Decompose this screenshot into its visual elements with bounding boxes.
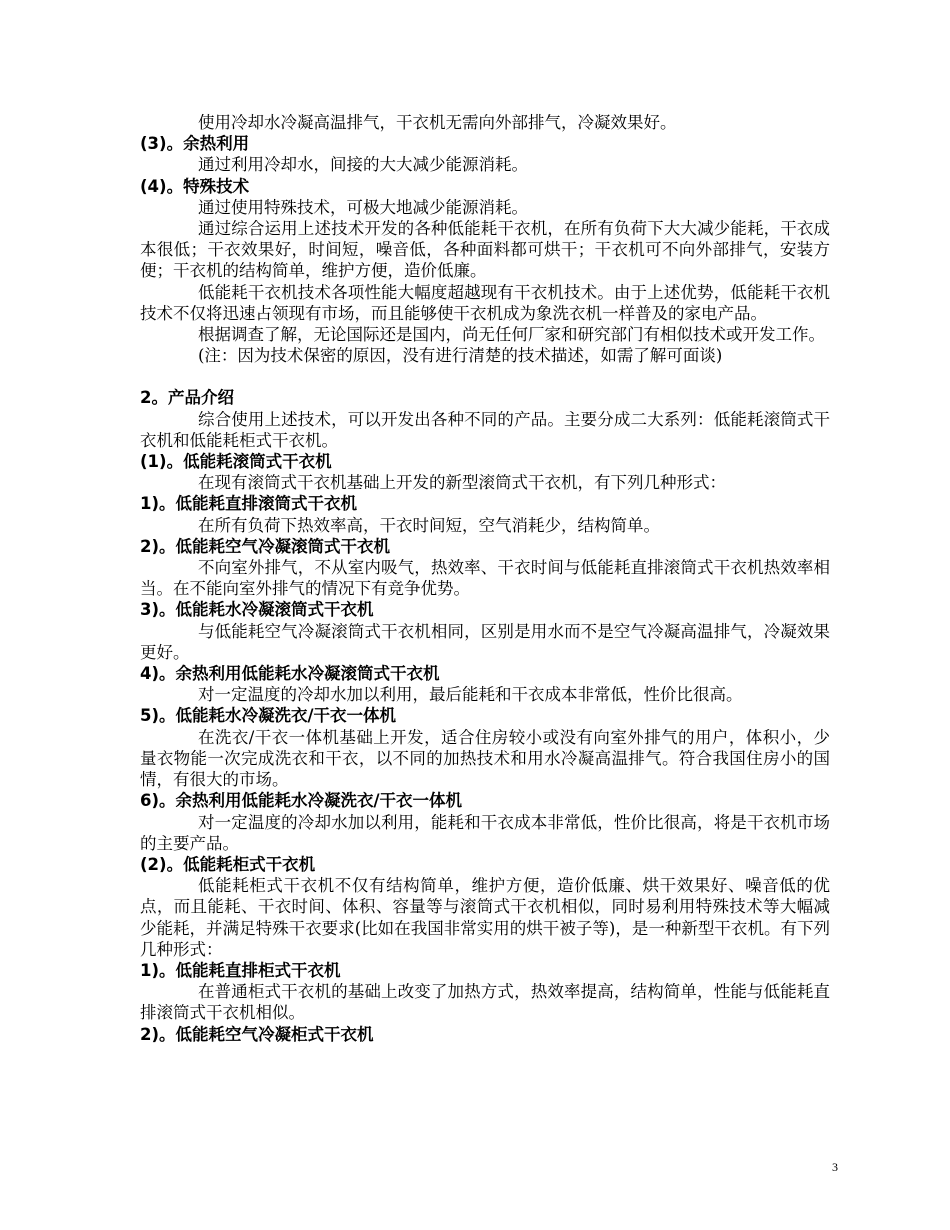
section-heading: (4)。特殊技术 bbox=[140, 176, 250, 196]
section-heading: 1)。低能耗直排柜式干衣机 bbox=[140, 960, 341, 980]
paragraph: 在普通柜式干衣机的基础上改变了加热方式，热效率提高，结构简单，性能与低能耗直排滚筒式干衣机相似。 bbox=[140, 982, 830, 1023]
text-line: (注：因为技术保密的原因，没有进行清楚的技术描述，如需了解可面谈) bbox=[198, 346, 723, 366]
section-heading: 3)。低能耗水冷凝滚筒式干衣机 bbox=[140, 600, 374, 620]
section-heading: 2)。低能耗空气冷凝滚筒式干衣机 bbox=[140, 536, 391, 556]
text-line: 在所有负荷下热效率高，干衣时间短，空气消耗少，结构简单。 bbox=[198, 515, 660, 535]
page-number: 3 bbox=[832, 1160, 838, 1174]
text-line: 通过使用特殊技术，可极大地减少能源消耗。 bbox=[198, 197, 528, 217]
paragraph: 低能耗干衣机技术各项性能大幅度超越现有干衣机技术。由于上述优势，低能耗干衣机技术不仅将迅速占领现有市场，而且能够使干衣机成为象洗衣机一样普及的家电产品。 bbox=[140, 282, 830, 323]
paragraph: 与低能耗空气冷凝滚筒式干衣机相同，区别是用水而不是空气冷凝高温排气，冷凝效果更好。 bbox=[140, 621, 830, 662]
paragraph: 低能耗柜式干衣机不仅有结构简单，维护方便，造价低廉、烘干效果好、噪音低的优点，而且能耗、干衣时间、体积、容量等与滚筒式干衣机相似，同时易利用特殊技术等大幅减少能耗，并满足特殊干衣要求(比如在我国非常实用的烘干被子等)，是一种新型干衣机。有下列几种形式： bbox=[140, 876, 830, 959]
section-heading: 6)。余热利用低能耗水冷凝洗衣/干衣一体机 bbox=[140, 791, 463, 811]
text-line: 使用冷却水冷凝高温排气，干衣机无需向外部排气，冷凝效果好。 bbox=[198, 113, 677, 132]
section-heading: (1)。低能耗滚筒式干衣机 bbox=[140, 452, 332, 472]
text-line: 通过利用冷却水，间接的大大减少能源消耗。 bbox=[198, 155, 528, 175]
section-heading: 2。产品介绍 bbox=[140, 388, 234, 408]
text-line: 在现有滚筒式干衣机基础上开发的新型滚筒式干衣机，有下列几种形式： bbox=[198, 473, 726, 493]
paragraph: 综合使用上述技术，可以开发出各种不同的产品。主要分成二大系列：低能耗滚筒式干衣机和低能耗柜式干衣机。 bbox=[140, 409, 830, 450]
paragraph: 对一定温度的冷却水加以利用，能耗和干衣成本非常低，性价比很高，将是干衣机市场的主要产品。 bbox=[140, 812, 830, 853]
paragraph: 在洗衣/干衣一体机基础上开发，适合住房较小或没有向室外排气的用户，体积小，少量衣物能一次完成洗衣和干衣，以不同的加热技术和用水冷凝高温排气。符合我国住房小的国情，有很大的市场。 bbox=[140, 727, 830, 790]
paragraph: 通过综合运用上述技术开发的各种低能耗干衣机，在所有负荷下大大减少能耗，干衣成本很低；干衣效果好，时间短，噪音低，各种面料都可烘干；干衣机可不向外部排气，安装方便；干衣机的结构简单，维护方便，造价低廉。 bbox=[140, 219, 830, 281]
section-heading: 2)。低能耗空气冷凝柜式干衣机 bbox=[140, 1024, 374, 1044]
section-heading: 1)。低能耗直排滚筒式干衣机 bbox=[140, 494, 358, 514]
paragraph: 不向室外排气，不从室内吸气，热效率、干衣时间与低能耗直排滚筒式干衣机热效率相当。在不能向室外排气的情况下有竞争优势。 bbox=[140, 558, 830, 599]
paragraph: 根据调查了解，无论国际还是国内，尚无任何厂家和研究部门有相似技术或开发工作。 bbox=[198, 325, 825, 345]
section-heading: 5)。低能耗水冷凝洗衣/干衣一体机 bbox=[140, 706, 397, 726]
section-heading: (3)。余热利用 bbox=[140, 134, 250, 154]
text-line: 对一定温度的冷却水加以利用，最后能耗和干衣成本非常低，性价比很高。 bbox=[198, 685, 743, 705]
blank-line bbox=[140, 366, 830, 387]
section-heading: (2)。低能耗柜式干衣机 bbox=[140, 854, 316, 874]
section-heading: 4)。余热利用低能耗水冷凝滚筒式干衣机 bbox=[140, 664, 440, 684]
document-body bbox=[140, 112, 830, 1045]
